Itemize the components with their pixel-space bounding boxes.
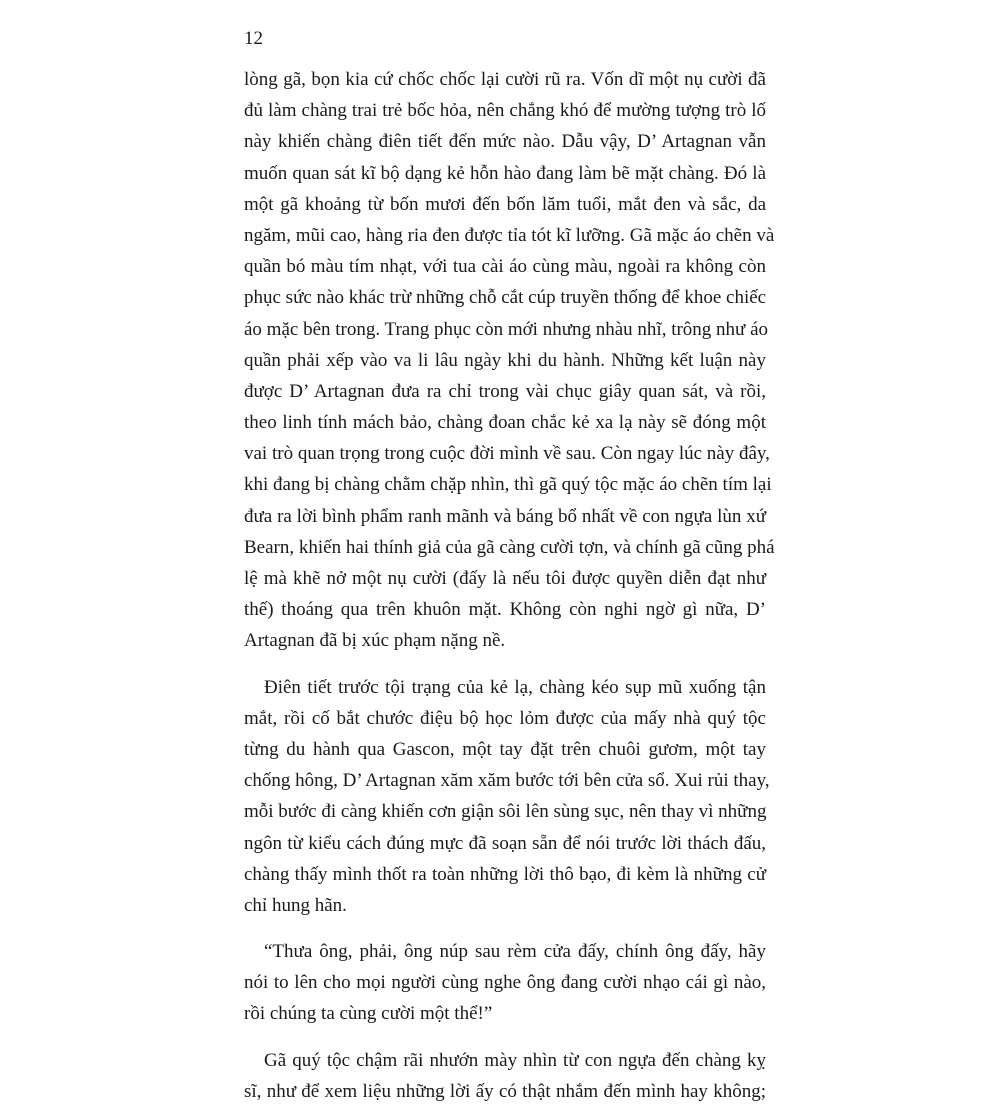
text-line: đưa ra lời bình phẩm ranh mãnh và báng bổ nhất về con ngựa lùn xứ: [244, 505, 766, 527]
text-line: Bearn, khiến hai thính giả của gã càng cười tợn, và chính gã cũng phá: [244, 536, 775, 558]
text-line: rồi chúng ta cùng cười một thể!”: [244, 1003, 493, 1025]
text-line: ngôn từ kiểu cách đúng mực đã soạn sẵn để nói trước lời thách đấu,: [244, 832, 766, 854]
text-line: chống hông, D’ Artagnan xăm xăm bước tới bên cửa sổ. Xui rủi thay,: [244, 770, 770, 792]
text-line: mắt, rồi cố bắt chước điệu bộ học lỏm được của mấy nhà quý tộc: [244, 707, 766, 729]
paragraph: [244, 1045, 766, 1107]
text-line: phục sức nào khác trừ những chỗ cắt cúp truyền thống để khoe chiếc: [244, 287, 767, 309]
text-line: từng du hành qua Gascon, một tay đặt trên chuôi gươm, một tay: [244, 738, 766, 760]
text-line: áo mặc bên trong. Trang phục còn mới nhưng nhàu nhĩ, trông như áo: [244, 318, 769, 340]
paragraph: [244, 64, 775, 657]
text-line: ngăm, mũi cao, hàng ria đen được tỉa tót kĩ lưỡng. Gã mặc áo chẽn và: [244, 224, 775, 246]
text-line: theo linh tính mách bảo, chàng đoan chắc kẻ xa lạ này sẽ đóng một: [244, 412, 766, 434]
text-line: Điên tiết trước tội trạng của kẻ lạ, chàng kéo sụp mũ xuống tận: [264, 676, 766, 698]
text-line: lệ mà khẽ nở một nụ cười (đấy là nếu tôi được quyền diễn đạt như: [244, 568, 766, 589]
text-line: nói to lên cho mọi người cùng nghe ông đang cười nhạo cái gì nào,: [244, 972, 766, 994]
text-line: đủ làm chàng trai trẻ bốc hỏa, nên chẳng khó để mường tượng trò lố: [244, 100, 766, 122]
text-line: chỉ hung hãn.: [244, 894, 347, 916]
text-line: thế) thoáng qua trên khuôn mặt. Không còn nghi ngờ gì nữa, D’: [244, 599, 766, 621]
page-number: 12: [244, 28, 263, 49]
text-line: khi đang bị chàng chằm chặp nhìn, thì gã quý tộc mặc áo chẽn tím lại: [244, 474, 772, 496]
body-text: [244, 64, 775, 1107]
text-line: chàng thấy mình thốt ra toàn những lời thô bạo, đi kèm là những cử: [244, 863, 766, 885]
text-line: vai trò quan trọng trong cuộc đời mình về sau. Còn ngay lúc này đây,: [244, 443, 770, 465]
paragraph: [244, 672, 770, 922]
text-line: “Thưa ông, phải, ông núp sau rèm cửa đấy, chính ông đấy, hãy: [264, 941, 766, 963]
paragraph: [244, 936, 766, 1030]
text-line: muốn quan sát kĩ bộ dạng kẻ hỗn hào đang làm bẽ mặt chàng. Đó là: [244, 162, 766, 184]
text-line: Gã quý tộc chậm rãi nhướn mày nhìn từ con ngựa đến chàng kỵ: [264, 1049, 766, 1071]
text-line: được D’ Artagnan đưa ra chỉ trong vài chục giây quan sát, và rồi,: [244, 380, 766, 402]
text-line: Artagnan đã bị xúc phạm nặng nề.: [244, 630, 506, 652]
text-line: lòng gã, bọn kia cứ chốc chốc lại cười rũ ra. Vốn dĩ một nụ cười đã: [244, 69, 766, 90]
text-line: quần bó màu tím nhạt, với tua cài áo cùng màu, ngoài ra không còn: [244, 256, 766, 278]
text-line: này khiến chàng điên tiết đến mức nào. Dẫu vậy, D’ Artagnan vẫn: [244, 131, 766, 153]
text-line: một gã khoảng từ bốn mươi đến bốn lăm tuổi, mắt đen và sắc, da: [244, 193, 766, 215]
text-line: quần phải xếp vào va li lâu ngày khi du hành. Những kết luận này: [244, 349, 766, 371]
text-line: mỗi bước đi càng khiến cơn giận sôi lên sùng sục, nên thay vì những: [244, 801, 767, 823]
text-line: sĩ, như để xem liệu những lời ấy có thật nhắm đến mình hay không;: [244, 1080, 766, 1102]
